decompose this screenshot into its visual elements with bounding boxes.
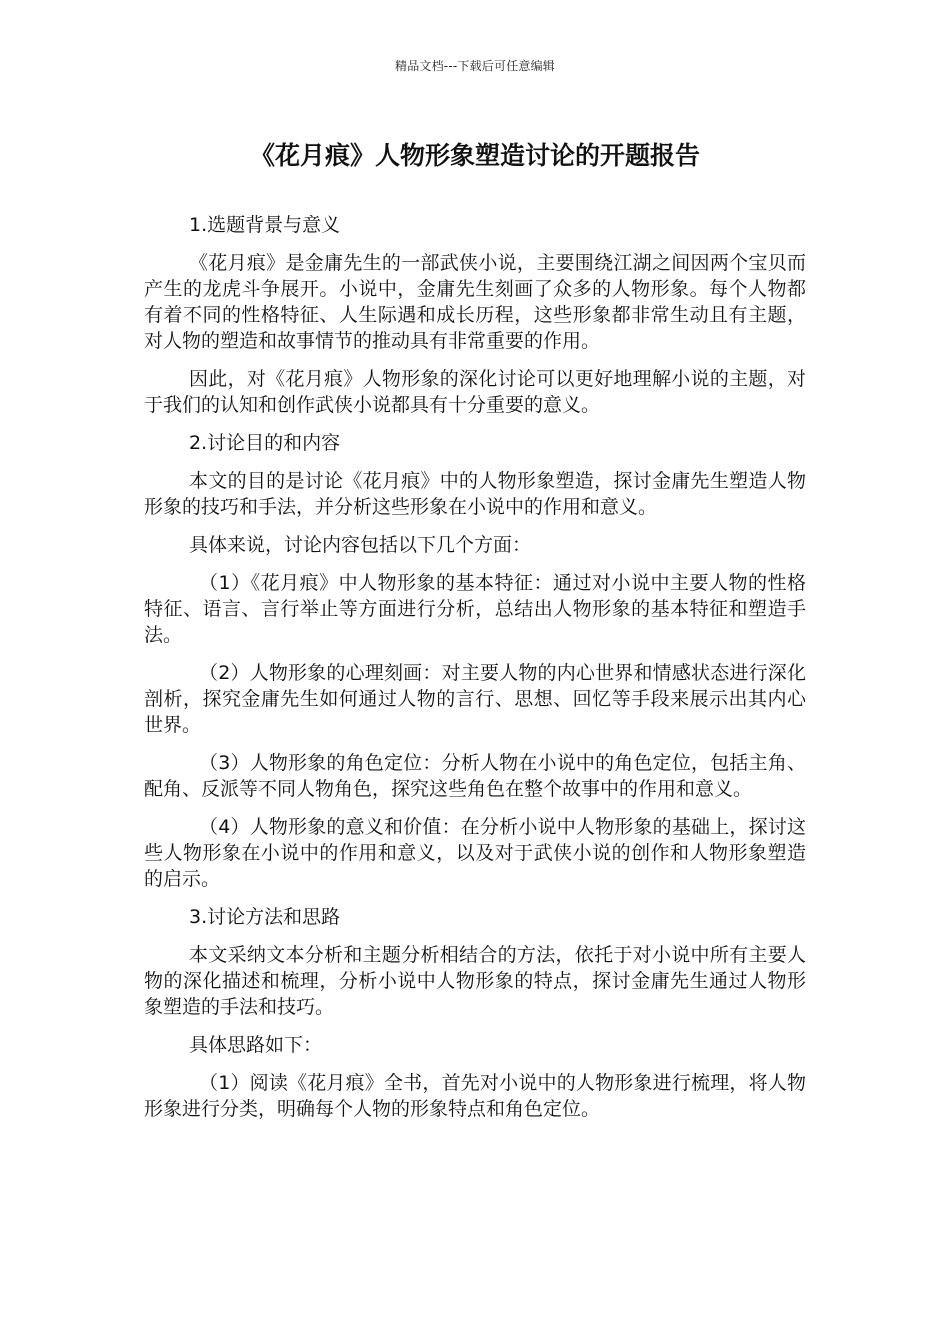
section-heading-purpose: 2.讨论目的和内容 — [189, 432, 341, 454]
approach-item-1: （1）阅读《花月痕》全书，首先对小说中的人物形象进行梳理，将人物形象进行分类，明确每个人物的形象特点和角色定位。 — [144, 1072, 806, 1120]
paragraph-content-intro: 具体来说，讨论内容包括以下几个方面： — [189, 534, 532, 556]
paragraph-approach-intro: 具体思路如下： — [189, 1034, 323, 1056]
list-item-2: （2）人物形象的心理刻画：对主要人物的内心世界和情感状态进行深化剖析，探究金庸先生如何通过人物的言行、思想、回忆等手段来展示出其内心世界。 — [144, 662, 806, 736]
header-note: 精品文档---下载后可任意编辑 — [395, 59, 555, 73]
section-heading-methods: 3.讨论方法和思路 — [189, 906, 341, 928]
list-item-1: （1）《花月痕》中人物形象的基本特征：通过对小说中主要人物的性格特征、语言、言行举止等方面进行分析，总结出人物形象的基本特征和塑造手法。 — [144, 572, 806, 646]
list-item-4: （4）人物形象的意义和价值：在分析小说中人物形象的基础上，探讨这些人物形象在小说中的作用和意义，以及对于武侠小说的创作和人物形象塑造的启示。 — [144, 816, 806, 890]
document-body — [144, 212, 806, 1134]
document-title: 《花月痕》人物形象塑造讨论的开题报告 — [249, 141, 700, 170]
paragraph-methods: 本文采纳文本分析和主题分析相结合的方法，依托于对小说中所有主要人物的深化描述和梳理，分析小说中人物形象的特点，探讨金庸先生通过人物形象塑造的手法和技巧。 — [144, 944, 806, 1018]
paragraph-purpose: 本文的目的是讨论《花月痕》中的人物形象塑造，探讨金庸先生塑造人物形象的技巧和手法，并分析这些形象在小说中的作用和意义。 — [144, 470, 806, 518]
paragraph-significance: 因此，对《花月痕》人物形象的深化讨论可以更好地理解小说的主题，对于我们的认知和创作武侠小说都具有十分重要的意义。 — [144, 368, 806, 416]
section-heading-background: 1.选题背景与意义 — [189, 214, 341, 236]
list-item-3: （3）人物形象的角色定位：分析人物在小说中的角色定位，包括主角、配角、反派等不同人物角色，探究这些角色在整个故事中的作用和意义。 — [144, 752, 806, 800]
paragraph-intro: 《花月痕》是金庸先生的一部武侠小说，主要围绕江湖之间因两个宝贝而产生的龙虎斗争展开。小说中，金庸先生刻画了众多的人物形象。每个人物都有着不同的性格特征、人生际遇和成长历程，这些形象都非常生动且有主题，对人物的塑造和故事情节的推动具有非常重要的作用。 — [144, 252, 806, 352]
